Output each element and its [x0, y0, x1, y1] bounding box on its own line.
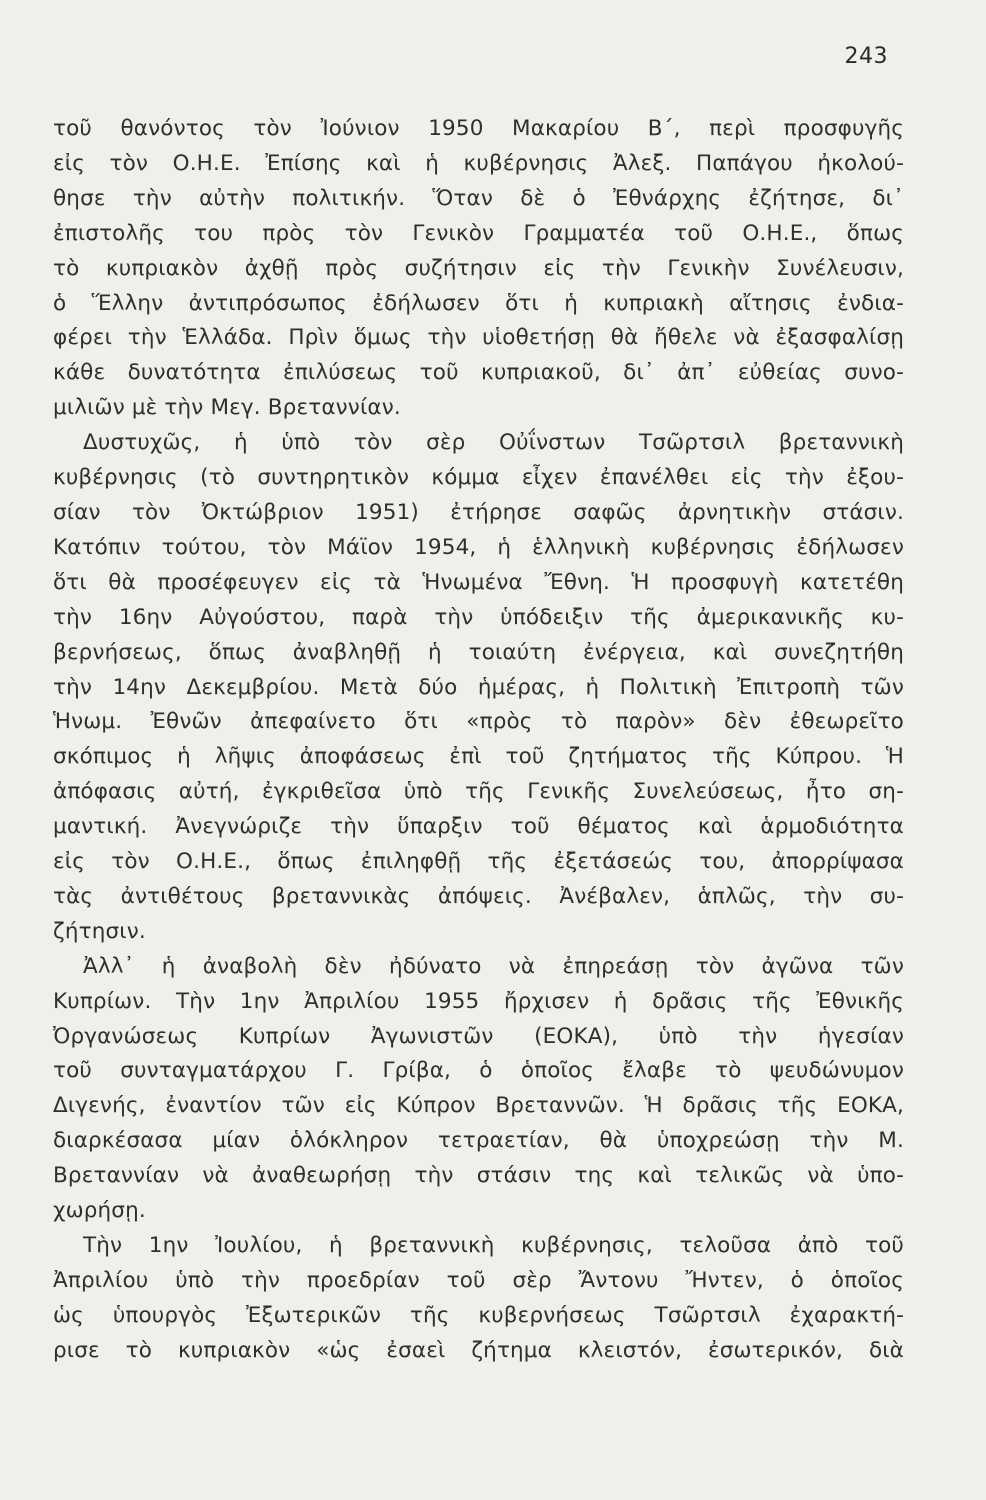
text-line: σίαν τὸν Ὀκτώβριον 1951) ἐτήρησε σαφῶς ἀρνητικὴν στάσιν.: [53, 499, 904, 525]
text-line: εἰς τὸν Ο.Η.Ε. Ἐπίσης καὶ ἡ κυβέρνησις Ἀλεξ. Παπάγου ἠκολού-: [53, 150, 904, 176]
text-line: Κυπρίων. Τὴν 1ην Ἀπριλίου 1955 ἤρχισεν ἡ δρᾶσις τῆς Ἐθνικῆς: [53, 988, 904, 1014]
text-line: Ἡνωμ. Ἐθνῶν ἀπεφαίνετο ὅτι «πρὸς τὸ παρὸν» δὲν ἐθεωρεῖτο: [53, 709, 904, 735]
text-line: τὴν 14ην Δεκεμβρίου. Μετὰ δύο ἡμέρας, ἡ Πολιτικὴ Ἐπιτροπὴ τῶν: [53, 674, 904, 700]
text-line: ὅτι θὰ προσέφευγεν εἰς τὰ Ἡνωμένα Ἔθνη. Ἡ προσφυγὴ κατετέθη: [53, 569, 904, 595]
text-line: ἀπόφασις αὐτή, ἐγκριθεῖσα ὑπὸ τῆς Γενικῆς Συνελεύσεως, ἦτο ση-: [53, 779, 904, 805]
text-line: ρισε τὸ κυπριακὸν «ὡς ἐσαεὶ ζήτημα κλειστόν, ἐσωτερικόν, διὰ: [53, 1337, 904, 1363]
text-line: μιλιῶν μὲ τὴν Μεγ. Βρεταννίαν.: [53, 395, 401, 421]
text-line: τὸ κυπριακὸν ἀχθῇ πρὸς συζήτησιν εἰς τὴν Γενικὴν Συνέλευσιν,: [53, 255, 904, 281]
text-line: κάθε δυνατότητα ἐπιλύσεως τοῦ κυπριακοῦ, δι᾽ ἀπ᾽ εὐθείας συνο-: [53, 360, 904, 386]
text-line: Ὀργανώσεως Κυπρίων Ἀγωνιστῶν (ΕΟΚΑ), ὑπὸ τὴν ἡγεσίαν: [53, 1023, 904, 1049]
text-line: τὴν 16ην Αὐγούστου, παρὰ τὴν ὑπόδειξιν τῆς ἀμερικανικῆς κυ-: [53, 604, 904, 630]
text-line: Κατόπιν τούτου, τὸν Μάϊον 1954, ἡ ἑλληνικὴ κυβέρνησις ἐδήλωσεν: [53, 534, 904, 560]
text-line: ὡς ὑπουργὸς Ἐξωτερικῶν τῆς κυβερνήσεως Τσῶρτσιλ ἐχαρακτή-: [53, 1302, 904, 1328]
text-line: Ἀπριλίου ὑπὸ τὴν προεδρίαν τοῦ σὲρ Ἄντονυ Ἤντεν, ὁ ὁποῖος: [53, 1267, 904, 1293]
text-line: σκόπιμος ἡ λῆψις ἀποφάσεως ἐπὶ τοῦ ζητήματος τῆς Κύπρου. Ἡ: [53, 744, 904, 770]
text-line: θησε τὴν αὐτὴν πολιτικήν. Ὅταν δὲ ὁ Ἐθνάρχης ἐζήτησε, δι᾽: [53, 185, 904, 211]
text-line: χωρήσῃ.: [53, 1198, 146, 1224]
text-line: ἐπιστολῆς του πρὸς τὸν Γενικὸν Γραμματέα τοῦ Ο.Η.Ε., ὅπως: [53, 220, 904, 246]
text-line: τὰς ἀντιθέτους βρεταννικὰς ἀπόψεις. Ἀνέβαλεν, ἁπλῶς, τὴν συ-: [53, 883, 904, 909]
page-number: 243: [844, 44, 888, 69]
text-line: Τὴν 1ην Ἰουλίου, ἡ βρεταννικὴ κυβέρνησις, τελοῦσα ἀπὸ τοῦ: [83, 1233, 904, 1258]
text-line: τοῦ συνταγματάρχου Γ. Γρίβα, ὁ ὁποῖος ἔλαβε τὸ ψευδώνυμον: [53, 1058, 904, 1084]
text-line: βερνήσεως, ὅπως ἀναβληθῇ ἡ τοιαύτη ἐνέργεια, καὶ συνεζητήθη: [53, 639, 904, 665]
text-line: τοῦ θανόντος τὸν Ἰούνιον 1950 Μακαρίου Β΄, περὶ προσφυγῆς: [53, 116, 904, 141]
text-line: Βρεταννίαν νὰ ἀναθεωρήσῃ τὴν στάσιν της καὶ τελικῶς νὰ ὑπο-: [53, 1163, 904, 1189]
text-line: Διγενής, ἐναντίον τῶν εἰς Κύπρον Βρεταννῶν. Ἡ δρᾶσις τῆς ΕΟΚΑ,: [53, 1093, 904, 1119]
text-line: Δυστυχῶς, ἡ ὑπὸ τὸν σὲρ Οὐΐνστων Τσῶρτσιλ βρεταννικὴ: [83, 430, 904, 456]
text-line: μαντική. Ἀνεγνώριζε τὴν ὕπαρξιν τοῦ θέματος καὶ ἁρμοδιότητα: [53, 814, 904, 840]
text-line: εἰς τὸν Ο.Η.Ε., ὅπως ἐπιληφθῇ τῆς ἐξετάσεώς του, ἀπορρίψασα: [53, 849, 904, 875]
text-line: Ἀλλ᾽ ἡ ἀναβολὴ δὲν ἠδύνατο νὰ ἐπηρεάσῃ τὸν ἀγῶνα τῶν: [83, 953, 904, 979]
text-line: φέρει τὴν Ἑλλάδα. Πρὶν ὅμως τὴν υἱοθετήσῃ θὰ ἤθελε νὰ ἐξασφαλίσῃ: [53, 325, 904, 351]
body-text: [53, 112, 904, 1369]
text-line: ζήτησιν.: [53, 918, 146, 944]
text-line: διαρκέσασα μίαν ὁλόκληρον τετραετίαν, θὰ ὑποχρεώσῃ τὴν Μ.: [53, 1128, 904, 1154]
text-line: κυβέρνησις (τὸ συντηρητικὸν κόμμα εἶχεν ἐπανέλθει εἰς τὴν ἐξου-: [53, 465, 904, 491]
text-line: ὁ Ἕλλην ἀντιπρόσωπος ἐδήλωσεν ὅτι ἡ κυπριακὴ αἴτησις ἐνδια-: [53, 290, 904, 316]
